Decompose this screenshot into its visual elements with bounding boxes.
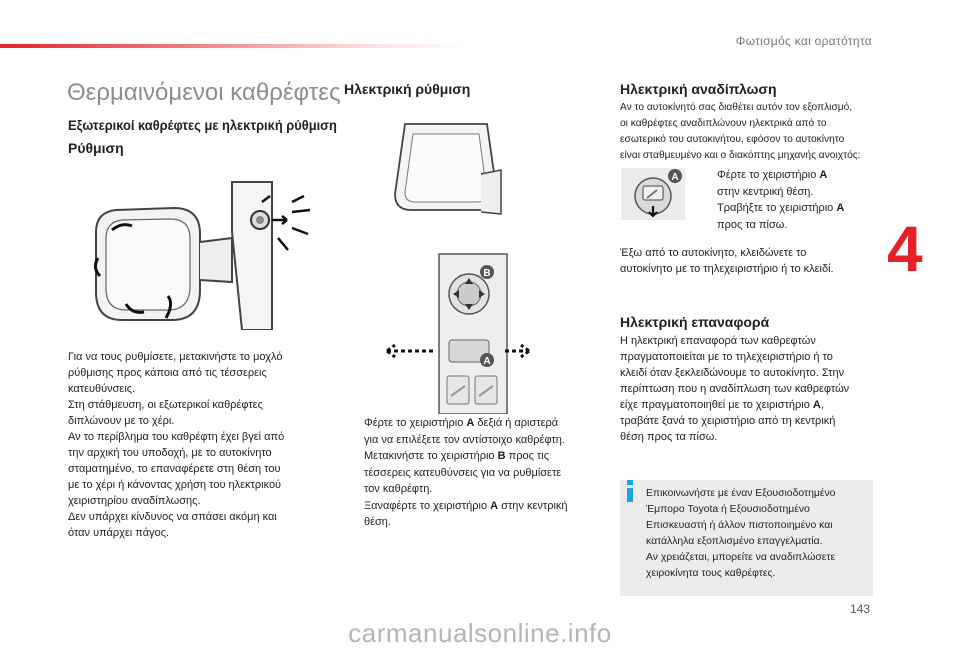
- section-subtitle: Εξωτερικοί καθρέφτες με ηλεκτρική ρύθμιση: [68, 117, 337, 133]
- text-line: χειροκίνητα τους καθρέφτες.: [646, 568, 776, 579]
- text-line: την αρχική του υποδοχή, με το αυτοκίνητο: [68, 447, 272, 459]
- electric-adjustment-heading: Ηλεκτρική ρύθμιση: [344, 81, 471, 97]
- adjustment-heading: Ρύθμιση: [68, 140, 124, 156]
- electric-unfolding-heading: Ηλεκτρική επαναφορά: [620, 314, 770, 330]
- chapter-number: 4: [887, 213, 923, 285]
- text-line: Έξω από το αυτοκίνητο, κλειδώνετε το: [620, 247, 807, 259]
- text-line: θέση προς τα πίσω.: [620, 431, 718, 443]
- page-title: Θερμαινόμενοι καθρέφτες: [67, 79, 341, 106]
- control-label: A: [819, 169, 828, 181]
- text-line: Δεν υπάρχει κίνδυνος να σπάσει ακόμη και: [68, 511, 277, 523]
- info-text: [646, 486, 868, 582]
- text-line: [620, 397, 885, 413]
- info-icon: [624, 480, 636, 502]
- text-span: προς τις: [508, 450, 550, 462]
- folding-control-figure: [621, 168, 685, 220]
- text-line: Αν το περίβλημα του καθρέφτη έχει βγεί από: [68, 431, 285, 443]
- text-span: Μετακινήστε το χειριστήριο: [364, 450, 495, 462]
- callout-label-a: A: [483, 356, 491, 367]
- control-label: A: [836, 202, 845, 214]
- text-line: Επικοινωνήστε με έναν Εξουσιοδοτημένο: [646, 488, 836, 499]
- text-line: διπλώνουν με το χέρι.: [68, 415, 175, 427]
- text-span: δεξιά ή αριστερά: [477, 417, 559, 429]
- text-line: αυτοκίνητο με το τηλεχειριστήριο ή το κλειδί.: [620, 263, 834, 275]
- folding-paragraph: [620, 100, 885, 164]
- text-line: ρύθμισης προς κάποια από τις τέσσερεις: [68, 367, 267, 379]
- text-line: όταν υπάρχει πάγος.: [68, 527, 170, 539]
- text-span: για να επιλέξετε τον αντίστοιχο καθρέφτη.: [364, 433, 565, 446]
- adjustment-steps: [344, 415, 599, 531]
- section-title: Φωτισμός και ορατότητα: [735, 34, 872, 48]
- control-label: A: [466, 417, 475, 429]
- header-accent-bar: [0, 44, 470, 48]
- text-line: Για να τους ρυθμίσετε, μετακινήστε το μοχλό: [68, 351, 283, 363]
- text-line: Αν το αυτοκίνητό σας διαθέτει αυτόν τον εξοπλισμό,: [620, 102, 853, 113]
- text-line: Αν χρειάζεται, μπορείτε να αναδιπλώσετε: [646, 552, 836, 563]
- text-line: κλειδί όταν ξεκλειδώνουμε το αυτοκίνητο. Στην: [620, 367, 845, 379]
- list-item: [344, 415, 599, 448]
- text-line: κατάλληλα εξοπλισμένο επαγγελματία.: [646, 536, 823, 547]
- text-line: με το χέρι ή κάνοντας χρήση του ηλεκτρικού: [68, 479, 282, 491]
- unfolding-paragraph: [620, 333, 885, 445]
- list-item: [697, 167, 887, 200]
- adjustment-paragraph: [68, 349, 328, 541]
- text-line: Επισκευαστή ή άλλον πιστοποιημένο και: [646, 520, 833, 531]
- watermark: carmanualsonline.info: [348, 618, 612, 648]
- mirror-adjustment-figure: [82, 172, 330, 330]
- text-line: Έμπορο Toyota ή Εξουσιοδοτημένο: [646, 504, 810, 515]
- electric-folding-heading: Ηλεκτρική αναδίπλωση: [620, 81, 777, 97]
- outside-lock-paragraph: [620, 245, 880, 277]
- text-line: Η ηλεκτρική επαναφορά των καθρεφτών: [620, 335, 816, 347]
- text-span: Φέρτε το χειριστήριο: [364, 417, 464, 429]
- text-line: οι καθρέφτες αναδιπλώνουν ηλεκτρικά από το: [620, 118, 827, 129]
- text-line: εσωτερικό του αυτοκινήτου, εφόσον το αυτοκίνητο: [620, 134, 845, 145]
- list-item: [344, 448, 599, 498]
- text-span: προς τα πίσω.: [717, 218, 788, 231]
- text-line: περίπτωση που η αναδίπλωση των καθρεφτών: [620, 383, 850, 395]
- callout-label-a: A: [671, 172, 679, 183]
- text-span: Φέρτε το χειριστήριο: [717, 169, 817, 181]
- electric-control-figure: [377, 114, 537, 414]
- callout-label-b: B: [483, 268, 491, 279]
- text-span: είχε πραγματοποιηθεί με το χειριστήριο: [620, 399, 810, 411]
- text-span: στην κεντρική: [501, 499, 568, 512]
- page-number: 143: [849, 602, 870, 616]
- control-label: B: [497, 450, 506, 462]
- text-span: στην κεντρική θέση.: [717, 185, 814, 198]
- text-line: τραβάτε ξανά το χειριστήριο από τη κεντρική: [620, 415, 836, 427]
- control-label: A: [490, 499, 499, 512]
- text-span: θέση.: [364, 516, 391, 528]
- list-item: [344, 498, 599, 531]
- text-line: είναι σταθμευμένο και ο διακόπτης μηχανής ανοιχτός:: [620, 150, 861, 161]
- text-span: Τραβήξτε το χειριστήριο: [717, 202, 834, 214]
- folding-steps: [697, 167, 887, 233]
- control-label: A: [812, 399, 821, 411]
- text-span: τέσσερεις κατευθύνσεις για να ρυθμίσετε: [364, 466, 562, 479]
- text-line: κατευθύνσεις.: [68, 383, 136, 395]
- text-span: ,: [820, 399, 824, 411]
- text-line: χειριστηρίου αναδίπλωσης.: [68, 495, 201, 507]
- text-line: Στη στάθμευση, οι εξωτερικοί καθρέφτες: [68, 399, 263, 411]
- text-span: τον καθρέφτη.: [364, 483, 433, 495]
- text-line: σταματημένο, το επαναφέρετε στη θέση του: [68, 463, 281, 475]
- text-line: πραγματοποιείται με το τηλεχειριστήριο ή το: [620, 351, 833, 363]
- list-item: [697, 200, 887, 233]
- text-span: Ξαναφέρτε το χειριστήριο: [364, 499, 488, 512]
